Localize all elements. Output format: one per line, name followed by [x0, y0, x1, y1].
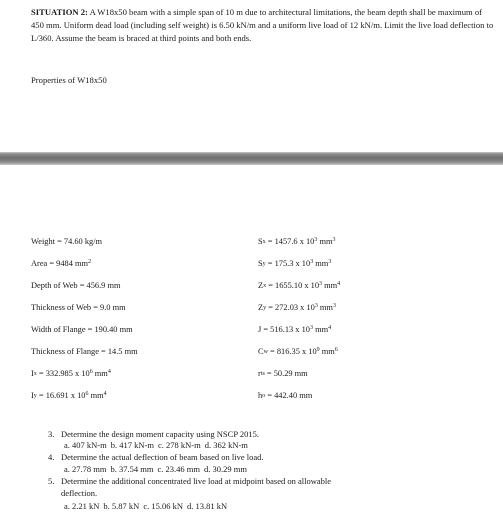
choice-c: c. 278 kN-m	[157, 440, 201, 450]
property-weight: Weight = 74.60 kg/m	[31, 237, 103, 246]
question-text: Determine the design moment capacity using NSCP 2015.	[61, 429, 259, 439]
question-number: 3.	[48, 429, 55, 439]
choice-b: b. 37.54 mm	[110, 464, 154, 474]
choice-a: a. 407 kN-m	[64, 440, 107, 450]
choice-a: a. 27.78 mm	[64, 464, 107, 474]
question-text: Determine the actual deflection of beam based on live load.	[61, 452, 264, 462]
property-sx: $S_x = 1457.6$ x $10^3$ $mm^3$	[258, 237, 336, 246]
choice-c: c. 23.46 mm	[157, 464, 200, 474]
property-zx: $Z_x = 1655.10$ x $10^3$ $mm^4$	[258, 281, 341, 290]
property-ho: $h_o = 442.40$ mm	[258, 391, 313, 400]
problem-statement	[31, 6, 496, 46]
choice-c: c. 15.06 kN	[143, 501, 183, 511]
properties-title: Properties of W18x50	[31, 75, 107, 85]
situation-title: SITUATION 2:	[31, 7, 88, 17]
property-width-flange: Width of Flange = 190.40 mm	[31, 325, 133, 334]
choice-d: d. 362 kN-m	[204, 440, 248, 450]
answer-choices	[64, 501, 231, 511]
choice-b: b. 417 kN-m	[110, 440, 154, 450]
question-text: Determine the additional concentrated live load at midpoint based on allowable	[61, 476, 332, 486]
question-text-cont: deflection.	[61, 488, 98, 498]
answer-choices	[64, 464, 251, 474]
property-rts: $r_{ts} = 50.29$ mm	[258, 369, 308, 378]
property-ix: $I_x = 332.985$ x $10^6$ $mm^4$	[31, 369, 111, 378]
property-thickness-flange: Thickness of Flange = 14.5 mm	[31, 347, 138, 356]
divider-bar	[0, 152, 503, 165]
choice-a: a. 2.21 kN	[64, 501, 100, 511]
property-depth-web: Depth of Web = 456.9 mm	[31, 281, 121, 290]
property-j: J = 516.13 x $10^3$ $mm^4$	[258, 325, 332, 334]
property-zy: $Z_y = 272.03$ x $10^3$ $mm^3$	[258, 303, 336, 312]
property-sy: $S_y = 175.3$ x $10^3$ $mm^3$	[258, 259, 332, 268]
question-number: 4.	[48, 452, 55, 462]
property-area: Area = 9484 $mm^2$	[31, 259, 92, 268]
choice-d: d. 13.81 kN	[186, 501, 228, 511]
answer-choices	[64, 440, 252, 450]
choice-b: b. 5.87 kN	[103, 501, 140, 511]
choice-d: d. 30.29 mm	[203, 464, 247, 474]
property-thickness-web: Thickness of Web = 9.0 mm	[31, 303, 126, 312]
property-iy: $I_y = 16.691$ x $10^6$ $mm^4$	[31, 391, 107, 400]
question-number: 5.	[48, 476, 55, 486]
situation-text: A W18x50 beam with a simple span of 10 m due to architectural limitations, the beam depth shall be maximum of 450 mm. Uniform dead load (including self weight) is 6.50 kN/m and a uniform live load of 12 kN/m. Limit the live load deflection to L/360. Assume the beam is braced at third points and both ends.	[31, 7, 494, 44]
property-cw: $C_w = 816.35$ x $10^9$ $mm^6$	[258, 347, 338, 356]
